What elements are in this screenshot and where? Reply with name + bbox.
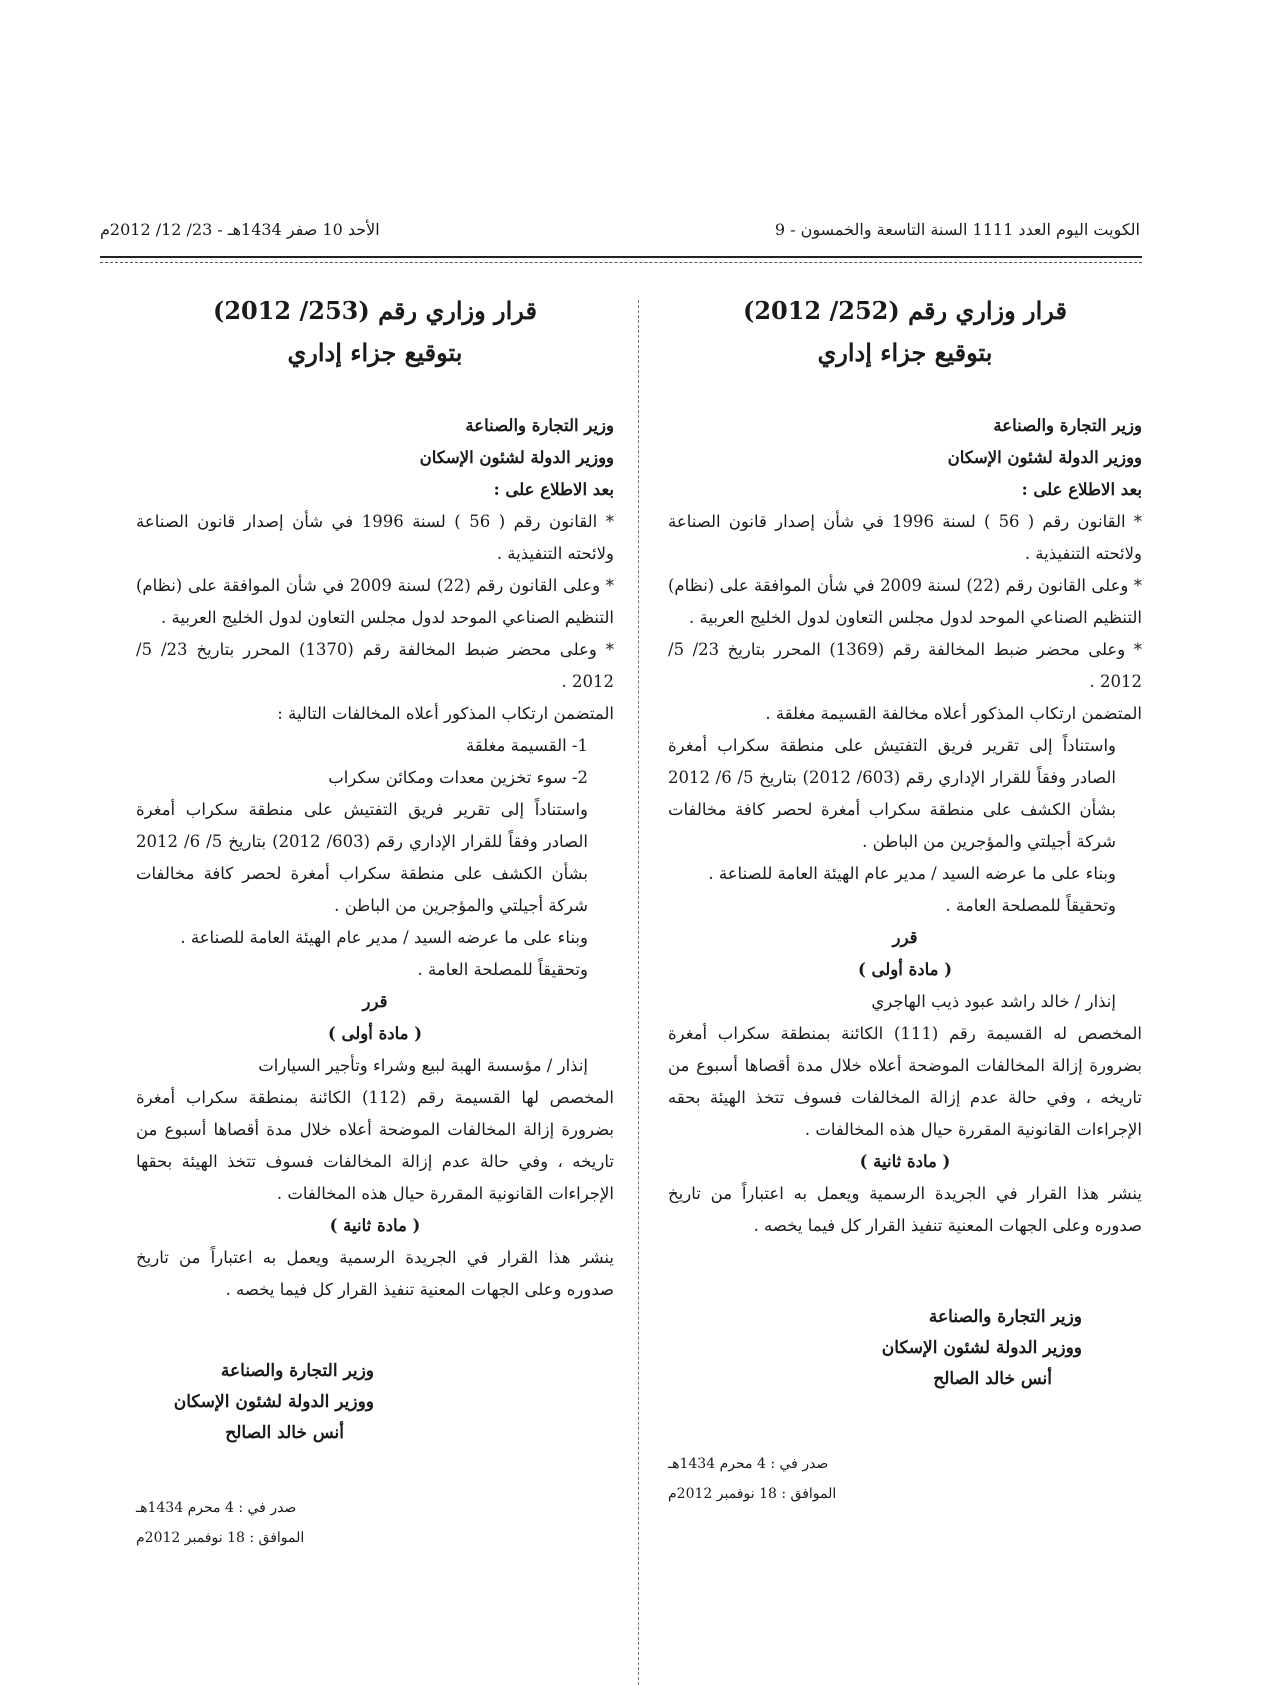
preamble-paragraph: * وعلى محضر ضبط المخالفة رقم (1369) المحرر بتاريخ 23/ 5/ 2012 . <box>668 640 1143 691</box>
issuer-line: وزير التجارة والصناعة <box>465 416 614 435</box>
after-review-label: بعد الاطلاع على : <box>493 480 614 499</box>
issuer-line: وزير التجارة والصناعة <box>993 416 1142 435</box>
issuer-line: ووزير الدولة لشئون الإسكان <box>947 448 1142 467</box>
issue-dates <box>136 1493 614 1553</box>
report-paragraph: واستناداً إلى تقرير فريق التفتيش على منطقة سكراب أمغرة الصادر وفقاً للقرار الإداري رقم (603/ 2012) بتاريخ 5/ 6/ 2012 بشأن الكشف على منطقة سكراب أمغرة لحصر كافة مخالفات شركة أجيلتي والمؤجرين من الباطن . <box>668 736 1117 851</box>
header-date: الأحد 10 صفر 1434هـ - 23/ 12/ 2012م <box>100 220 380 239</box>
corresponding-date: الموافق : 18 نوفمبر 2012م <box>668 1486 837 1502</box>
column-separator <box>638 300 639 1685</box>
header-issue-info: الكويت اليوم العدد 1111 السنة التاسعة والخمسون - 9 <box>774 220 1140 239</box>
decree-253-column <box>136 290 614 1553</box>
proposal-paragraph: وبناء على ما عرضه السيد / مدير عام الهيئة العامة للصناعة . <box>708 864 1116 883</box>
article-heading: ( مادة أولى ) <box>857 960 953 979</box>
signatory-title: وزير التجارة والصناعة <box>220 1361 374 1381</box>
signatory-name: أنس خالد الصالح <box>225 1423 344 1443</box>
public-interest-paragraph: وتحقيقاً للمصلحة العامة . <box>945 896 1116 915</box>
violation-paragraph: المتضمن ارتكاب المذكور أعلاه المخالفات التالية : <box>277 704 614 723</box>
issued-date: صدر في : 4 محرم 1434هـ <box>136 1500 297 1516</box>
after-review-label: بعد الاطلاع على : <box>1021 480 1142 499</box>
preamble-paragraph: * القانون رقم ( 56 ) لسنة 1996 في شأن إصدار قانون الصناعة ولائحته التنفيذية . <box>136 512 614 563</box>
violation-item: 1- القسيمة مغلقة <box>465 736 588 755</box>
article-body: المخصص لها القسيمة رقم (112) الكائنة بمنطقة سكراب أمغرة بضرورة إزالة المخالفات الموضحة أعلاه خلال مدة أقصاها أسبوع من تاريخه ، وفي حالة عدم إزالة المخالفات فسوف تتخذ الهيئة بحقها الإجراءات القانونية المقررة حيال هذه المخالفات . <box>136 1088 614 1203</box>
decree-title: قرار وزاري رقم (253/ 2012) <box>212 296 538 325</box>
warning-recipient: إنذار / خالد راشد عبود ذيب الهاجري <box>871 992 1116 1011</box>
preamble-paragraph: * وعلى محضر ضبط المخالفة رقم (1370) المحرر بتاريخ 23/ 5/ 2012 . <box>136 640 614 691</box>
violation-paragraph: المتضمن ارتكاب المذكور أعلاه مخالفة القسيمة مغلقة . <box>765 704 1142 723</box>
decree-subtitle: بتوقيع جزاء إداري <box>817 338 993 367</box>
signatory-title: ووزير الدولة لشئون الإسكان <box>173 1392 374 1412</box>
report-paragraph: واستناداً إلى تقرير فريق التفتيش على منطقة سكراب أمغرة الصادر وفقاً للقرار الإداري رقم (603/ 2012) بتاريخ 5/ 6/ 2012 بشأن الكشف على منطقة سكراب أمغرة لحصر كافة مخالفات شركة أجيلتي والمؤجرين من الباطن . <box>136 800 588 915</box>
decided-heading: قرر <box>362 992 388 1011</box>
signatory-title: وزير التجارة والصناعة <box>928 1307 1082 1327</box>
issuer-line: ووزير الدولة لشئون الإسكان <box>419 448 614 467</box>
decree-252-column <box>668 290 1142 1509</box>
decided-heading: قرر <box>892 928 918 947</box>
article-heading: ( مادة ثانية ) <box>859 1152 951 1171</box>
article-heading: ( مادة ثانية ) <box>329 1216 421 1235</box>
article-heading: ( مادة أولى ) <box>327 1024 423 1043</box>
issue-dates <box>668 1449 1142 1509</box>
signatory-name: أنس خالد الصالح <box>933 1369 1052 1389</box>
decree-subtitle: بتوقيع جزاء إداري <box>287 338 463 367</box>
warning-recipient: إنذار / مؤسسة الهبة لبيع وشراء وتأجير السيارات <box>258 1056 588 1075</box>
preamble-paragraph: * وعلى القانون رقم (22) لسنة 2009 في شأن الموافقة على (نظام) التنظيم الصناعي الموحد لدول مجلس التعاون لدول الخليج العربية . <box>668 576 1143 627</box>
article-body: ينشر هذا القرار في الجريدة الرسمية ويعمل به اعتباراً من تاريخ صدوره وعلى الجهات المعنية تنفيذ القرار كل فيما يخصه . <box>668 1184 1142 1235</box>
signature-block <box>136 1356 614 1449</box>
article-body: المخصص له القسيمة رقم (111) الكائنة بمنطقة سكراب أمغرة بضرورة إزالة المخالفات الموضحة أعلاه خلال مدة أقصاها أسبوع من تاريخه ، وفي حالة عدم إزالة المخالفات فسوف تتخذ الهيئة بحقه الإجراءات القانونية المقررة حيال هذه المخالفات . <box>668 1024 1142 1139</box>
header-rule-dashed <box>100 262 1142 263</box>
issued-date: صدر في : 4 محرم 1434هـ <box>668 1456 829 1472</box>
proposal-paragraph: وبناء على ما عرضه السيد / مدير عام الهيئة العامة للصناعة . <box>180 928 588 947</box>
corresponding-date: الموافق : 18 نوفمبر 2012م <box>136 1530 305 1546</box>
preamble-paragraph: * وعلى القانون رقم (22) لسنة 2009 في شأن الموافقة على (نظام) التنظيم الصناعي الموحد لدول مجلس التعاون لدول الخليج العربية . <box>136 576 615 627</box>
violation-item: 2- سوء تخزين معدات ومكائن سكراب <box>328 768 588 787</box>
page-header <box>100 218 1140 244</box>
article-body: ينشر هذا القرار في الجريدة الرسمية ويعمل به اعتباراً من تاريخ صدوره وعلى الجهات المعنية تنفيذ القرار كل فيما يخصه . <box>136 1248 614 1299</box>
signature-block <box>668 1302 1142 1395</box>
decree-title: قرار وزاري رقم (252/ 2012) <box>742 296 1068 325</box>
header-rule <box>100 256 1142 258</box>
preamble-paragraph: * القانون رقم ( 56 ) لسنة 1996 في شأن إصدار قانون الصناعة ولائحته التنفيذية . <box>668 512 1142 563</box>
signatory-title: ووزير الدولة لشئون الإسكان <box>881 1338 1082 1358</box>
public-interest-paragraph: وتحقيقاً للمصلحة العامة . <box>417 960 588 979</box>
